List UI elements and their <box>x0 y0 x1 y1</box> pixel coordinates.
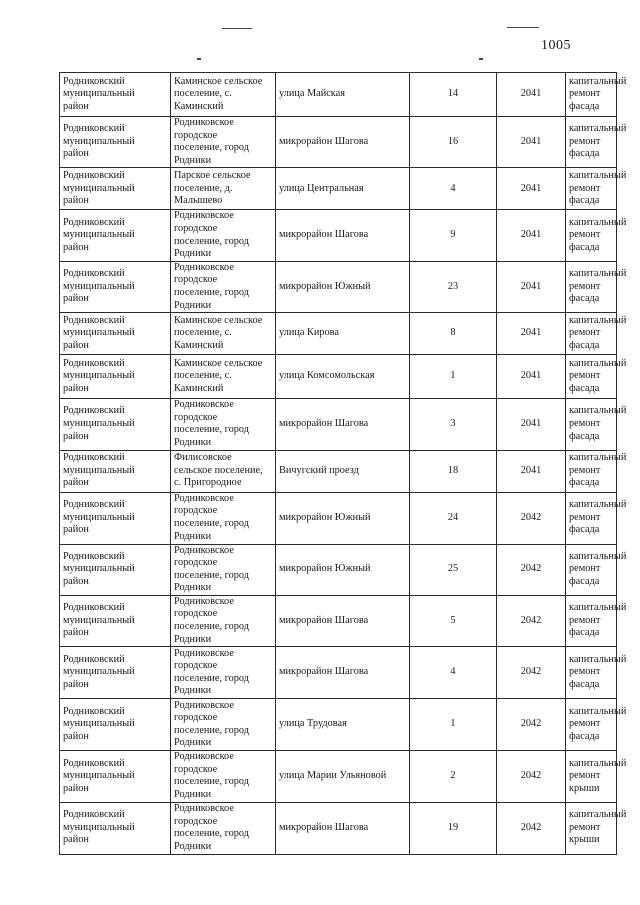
settlement-cell <box>171 261 276 312</box>
street-cell-text: улица Марии Ульяновой <box>279 770 387 782</box>
district-cell-text: Родниковский муниципальный район <box>63 653 135 691</box>
settlement-cell <box>171 117 276 168</box>
table-row <box>60 261 617 312</box>
street-cell-text: микрорайон Шагова <box>279 821 369 833</box>
table-row <box>60 355 617 399</box>
house-number-cell <box>410 544 497 595</box>
house-number-cell-text: 4 <box>450 666 456 678</box>
street-cell <box>276 544 410 595</box>
street-cell <box>276 751 410 802</box>
house-number-cell-text: 19 <box>447 821 459 833</box>
year-cell <box>497 73 566 117</box>
settlement-cell-text: Парское сельское поселение, д. Малышево <box>174 169 251 207</box>
year-cell-text: 2042 <box>520 666 542 678</box>
work-type-cell <box>566 355 627 399</box>
settlement-cell <box>171 168 276 210</box>
house-number-cell-text: 5 <box>450 614 456 626</box>
table-row <box>60 399 617 450</box>
house-number-cell-text: 24 <box>447 511 459 523</box>
work-type-cell <box>566 647 627 699</box>
year-cell-text: 2041 <box>520 418 542 430</box>
district-cell-text: Родниковский муниципальный район <box>63 757 135 794</box>
settlement-cell-text: Родниковское городское поселение, город Родники <box>174 595 249 645</box>
settlement-cell-text: Каминское сельское поселение, с. Каминский <box>174 357 263 394</box>
house-number-cell-text: 16 <box>447 135 459 147</box>
work-type-cell-text: капитальный ремонт фасада <box>569 550 627 587</box>
work-type-cell-text: капитальный ремонт фасада <box>569 405 627 442</box>
street-cell-text: микрорайон Шагова <box>279 418 369 430</box>
district-cell-text: Родниковский муниципальный район <box>63 705 135 743</box>
street-cell-text: улица Кирова <box>279 327 339 339</box>
year-cell <box>497 313 566 355</box>
settlement-cell-text: Родниковское городское поселение, город Родники <box>174 699 249 749</box>
table-row <box>60 73 617 117</box>
table-row <box>60 168 617 210</box>
year-cell <box>497 492 566 544</box>
street-cell-text: микрорайон Южный <box>279 563 371 575</box>
street-cell <box>276 450 410 492</box>
house-number-cell <box>410 751 497 802</box>
house-number-cell-text: 23 <box>447 280 459 292</box>
street-cell <box>276 313 410 355</box>
work-type-cell <box>566 168 627 210</box>
table-row <box>60 751 617 802</box>
year-cell <box>497 210 566 261</box>
page-number: 1005 <box>541 38 571 53</box>
settlement-cell <box>171 492 276 544</box>
street-cell <box>276 73 410 117</box>
settlement-cell-text: Родниковское городское поселение, город Родники <box>174 802 249 852</box>
settlement-cell <box>171 355 276 399</box>
settlement-cell <box>171 399 276 450</box>
work-type-cell <box>566 117 627 168</box>
work-type-cell-text: капитальный ремонт фасада <box>569 499 627 536</box>
year-cell-text: 2041 <box>520 88 542 100</box>
table-row <box>60 492 617 544</box>
year-cell <box>497 261 566 312</box>
year-cell <box>497 399 566 450</box>
district-cell-text: Родниковский муниципальный район <box>63 550 135 587</box>
work-type-cell <box>566 450 627 492</box>
district-cell-text: Родниковский муниципальный район <box>63 357 135 394</box>
settlement-cell-text: Каминское сельское поселение, с. Каминский <box>174 314 263 351</box>
district-cell-text: Родниковский муниципальный район <box>63 405 135 442</box>
street-cell-text: микрорайон Шагова <box>279 614 369 626</box>
scan-mark-2 <box>507 27 539 28</box>
year-cell <box>497 450 566 492</box>
district-cell <box>60 73 171 117</box>
district-cell-text: Родниковский муниципальный район <box>63 452 135 489</box>
house-number-cell-text: 3 <box>450 418 456 430</box>
district-cell <box>60 802 171 854</box>
street-cell-text: микрорайон Шагова <box>279 135 369 147</box>
work-type-cell-text: капитальный ремонт фасада <box>569 705 627 743</box>
district-cell <box>60 168 171 210</box>
settlement-cell-text: Родниковское городское поселение, город Родники <box>174 544 249 594</box>
table-row <box>60 699 617 751</box>
street-cell-text: улица Майская <box>279 88 345 100</box>
work-type-cell <box>566 492 627 544</box>
work-type-cell-text: капитальный ремонт фасада <box>569 169 627 207</box>
settlement-cell <box>171 647 276 699</box>
house-number-cell <box>410 313 497 355</box>
year-cell-text: 2041 <box>520 182 542 194</box>
district-cell <box>60 313 171 355</box>
district-cell <box>60 355 171 399</box>
house-number-cell-text: 4 <box>450 182 456 194</box>
street-cell-text: микрорайон Южный <box>279 511 371 523</box>
street-cell <box>276 595 410 646</box>
work-type-cell <box>566 751 627 802</box>
settlement-cell-text: Родниковское городское поселение, город Родники <box>174 647 249 697</box>
street-cell-text: улица Комсомольская <box>279 370 375 382</box>
settlement-cell <box>171 210 276 261</box>
district-cell <box>60 751 171 802</box>
district-cell <box>60 544 171 595</box>
work-type-cell <box>566 399 627 450</box>
district-cell-text: Родниковский муниципальный район <box>63 314 135 351</box>
settlement-cell-text: Родниковское городское поселение, город Родники <box>174 492 249 542</box>
year-cell-text: 2041 <box>520 280 542 292</box>
street-cell-text: микрорайон Южный <box>279 280 371 292</box>
district-cell-text: Родниковский муниципальный район <box>63 75 135 112</box>
settlement-cell <box>171 751 276 802</box>
district-cell <box>60 210 171 261</box>
table-row <box>60 450 617 492</box>
house-number-cell <box>410 261 497 312</box>
work-type-cell <box>566 313 627 355</box>
work-type-cell <box>566 699 627 751</box>
work-type-cell-text: капитальный ремонт крыши <box>569 809 627 846</box>
street-cell <box>276 117 410 168</box>
settlement-cell <box>171 73 276 117</box>
work-type-cell-text: капитальный ремонт фасада <box>569 314 627 351</box>
table-row <box>60 313 617 355</box>
year-cell <box>497 751 566 802</box>
house-number-cell <box>410 492 497 544</box>
district-cell-text: Родниковский муниципальный район <box>63 216 135 253</box>
street-cell-text: улица Трудовая <box>279 718 347 730</box>
scan-mark-1 <box>222 28 252 29</box>
street-cell-text: микрорайон Шагова <box>279 666 369 678</box>
year-cell <box>497 168 566 210</box>
work-type-cell-text: капитальный ремонт фасада <box>569 123 627 160</box>
street-cell <box>276 647 410 699</box>
house-number-cell <box>410 399 497 450</box>
house-number-cell-text: 25 <box>447 563 459 575</box>
settlement-cell <box>171 699 276 751</box>
district-cell <box>60 450 171 492</box>
house-number-cell <box>410 450 497 492</box>
year-cell-text: 2042 <box>520 770 542 782</box>
work-type-cell <box>566 802 627 854</box>
house-number-cell-text: 8 <box>450 327 456 339</box>
table-row <box>60 647 617 699</box>
settlement-cell-text: Каминское сельское поселение, с. Каминский <box>174 75 263 112</box>
work-type-cell-text: капитальный ремонт фасада <box>569 653 627 691</box>
settlement-cell <box>171 544 276 595</box>
year-cell-text: 2041 <box>520 327 542 339</box>
district-cell <box>60 595 171 646</box>
house-number-cell-text: 9 <box>450 229 456 241</box>
work-type-cell <box>566 73 627 117</box>
street-cell <box>276 492 410 544</box>
settlement-cell <box>171 450 276 492</box>
house-number-cell <box>410 699 497 751</box>
district-cell <box>60 699 171 751</box>
settlement-cell <box>171 802 276 854</box>
settlement-cell-text: Родниковское городское поселение, город Родники <box>174 117 249 166</box>
table-row <box>60 210 617 261</box>
district-cell-text: Родниковский муниципальный район <box>63 169 135 207</box>
street-cell <box>276 802 410 854</box>
registry-table-body <box>60 73 627 855</box>
year-cell-text: 2042 <box>520 718 542 730</box>
house-number-cell <box>410 595 497 646</box>
street-cell <box>276 168 410 210</box>
district-cell <box>60 117 171 168</box>
district-cell-text: Родниковский муниципальный район <box>63 809 135 846</box>
district-cell <box>60 399 171 450</box>
district-cell-text: Родниковский муниципальный район <box>63 602 135 639</box>
work-type-cell-text: капитальный ремонт фасада <box>569 75 627 112</box>
work-type-cell-text: капитальный ремонт фасада <box>569 602 627 639</box>
work-type-cell-text: капитальный ремонт фасада <box>569 268 627 305</box>
house-number-cell-text: 14 <box>447 88 459 100</box>
work-type-cell-text: капитальный ремонт фасада <box>569 357 627 394</box>
house-number-cell-text: 18 <box>447 464 459 476</box>
settlement-cell <box>171 313 276 355</box>
street-cell <box>276 210 410 261</box>
year-cell <box>497 117 566 168</box>
work-type-cell-text: капитальный ремонт фасада <box>569 452 627 489</box>
work-type-cell-text: капитальный ремонт крыши <box>569 757 627 794</box>
settlement-cell-text: Родниковское городское поселение, город Родники <box>174 261 249 311</box>
scan-mark-4 <box>479 58 483 60</box>
registry-table <box>59 72 627 855</box>
house-number-cell <box>410 210 497 261</box>
year-cell-text: 2041 <box>520 135 542 147</box>
work-type-cell-text: капитальный ремонт фасада <box>569 216 627 253</box>
street-cell <box>276 399 410 450</box>
district-cell <box>60 647 171 699</box>
street-cell-text: микрорайон Шагова <box>279 229 369 241</box>
table-row <box>60 595 617 646</box>
table-row <box>60 117 617 168</box>
scan-mark-3 <box>197 58 201 60</box>
year-cell-text: 2041 <box>520 229 542 241</box>
work-type-cell <box>566 261 627 312</box>
settlement-cell-text: Родниковское городское поселение, город Родники <box>174 210 249 260</box>
district-cell <box>60 492 171 544</box>
year-cell-text: 2042 <box>520 821 542 833</box>
year-cell-text: 2042 <box>520 563 542 575</box>
year-cell <box>497 544 566 595</box>
street-cell <box>276 699 410 751</box>
settlement-cell-text: Родниковское городское поселение, город Родники <box>174 751 249 801</box>
house-number-cell <box>410 168 497 210</box>
table-row <box>60 544 617 595</box>
district-cell-text: Родниковский муниципальный район <box>63 499 135 536</box>
year-cell <box>497 647 566 699</box>
work-type-cell <box>566 595 627 646</box>
work-type-cell <box>566 544 627 595</box>
house-number-cell <box>410 355 497 399</box>
year-cell-text: 2041 <box>520 464 542 476</box>
street-cell-text: улица Центральная <box>279 182 364 194</box>
settlement-cell-text: Филисовское сельское поселение, с. Пригородное <box>174 452 263 489</box>
year-cell-text: 2042 <box>520 614 542 626</box>
street-cell <box>276 355 410 399</box>
settlement-cell <box>171 595 276 646</box>
table-row <box>60 802 617 854</box>
district-cell-text: Родниковский муниципальный район <box>63 268 135 305</box>
district-cell <box>60 261 171 312</box>
street-cell-text: Вичугский проезд <box>279 464 359 476</box>
year-cell <box>497 802 566 854</box>
house-number-cell-text: 2 <box>450 770 456 782</box>
house-number-cell <box>410 73 497 117</box>
work-type-cell <box>566 210 627 261</box>
year-cell-text: 2041 <box>520 370 542 382</box>
year-cell-text: 2042 <box>520 511 542 523</box>
year-cell <box>497 595 566 646</box>
year-cell <box>497 355 566 399</box>
district-cell-text: Родниковский муниципальный район <box>63 123 135 160</box>
settlement-cell-text: Родниковское городское поселение, город Родники <box>174 399 249 448</box>
house-number-cell <box>410 117 497 168</box>
house-number-cell <box>410 647 497 699</box>
street-cell <box>276 261 410 312</box>
house-number-cell-text: 1 <box>450 370 456 382</box>
house-number-cell-text: 1 <box>450 718 456 730</box>
house-number-cell <box>410 802 497 854</box>
year-cell <box>497 699 566 751</box>
